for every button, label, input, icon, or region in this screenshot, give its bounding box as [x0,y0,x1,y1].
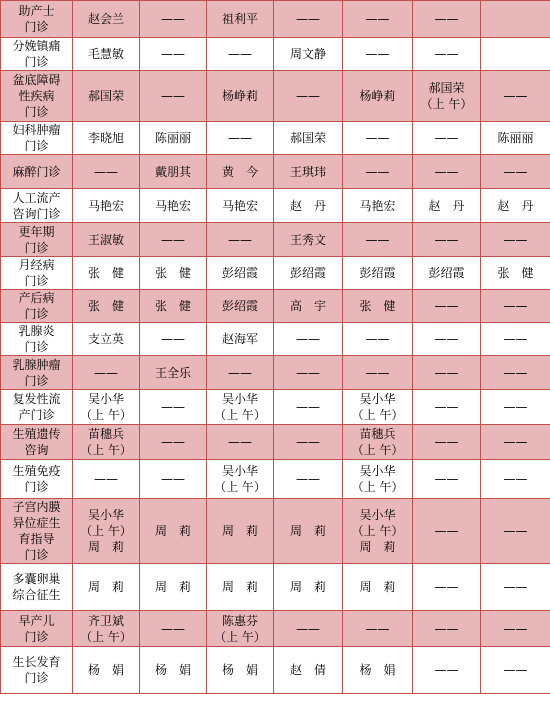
schedule-cell: —— [413,223,481,257]
clinic-name-cell: 早产儿 门诊 [1,611,73,647]
schedule-cell: 马艳宏 [73,189,140,223]
schedule-cell: 吴小华 （上 午） [73,390,140,425]
schedule-cell: 李晓旭 [73,122,140,155]
schedule-cell: 王全乐 [140,356,207,390]
clinic-name-cell: 复发性流 产门诊 [1,390,73,425]
schedule-cell: —— [140,460,207,499]
schedule-cell: —— [207,38,274,71]
schedule-cell: —— [413,390,481,425]
schedule-cell: 黄 今 [207,155,274,189]
table-row [1,390,550,425]
schedule-cell: —— [274,1,343,38]
schedule-cell: 郝国荣 [274,122,343,155]
schedule-cell: 郝国荣 [73,71,140,122]
schedule-cell: 彭绍霞 [413,257,481,290]
schedule-cell: —— [343,155,413,189]
schedule-cell: 杨 娟 [140,647,207,694]
schedule-cell: —— [343,223,413,257]
clinic-name-cell: 生长发育 门诊 [1,647,73,694]
schedule-cell: —— [207,122,274,155]
schedule-cell: —— [481,223,550,257]
clinic-name-cell: 盆底障碍 性疾病 门诊 [1,71,73,122]
schedule-cell: 吴小华 （上 午） [343,460,413,499]
schedule-cell: 王秀文 [274,223,343,257]
schedule-cell: —— [343,356,413,390]
schedule-cell: —— [140,1,207,38]
schedule-cell: 吴小华 （上 午） [207,460,274,499]
clinic-name-cell: 更年期 门诊 [1,223,73,257]
schedule-cell: —— [343,122,413,155]
schedule-cell: —— [343,611,413,647]
clinic-name-cell: 分娩镇痛 门诊 [1,38,73,71]
schedule-cell: —— [274,390,343,425]
schedule-cell: —— [140,38,207,71]
schedule-cell: 吴小华 （上 午） 周 莉 [343,499,413,564]
schedule-cell: 王琪玮 [274,155,343,189]
clinic-name-cell: 产后病 门诊 [1,290,73,323]
schedule-cell: —— [413,460,481,499]
schedule-cell: —— [343,1,413,38]
schedule-cell: —— [413,1,481,38]
schedule-cell: —— [413,425,481,460]
table-row [1,647,550,694]
schedule-cell: —— [413,122,481,155]
schedule-cell: 陈丽丽 [481,122,550,155]
schedule-cell: 杨峥莉 [343,71,413,122]
schedule-cell: 张 健 [73,290,140,323]
schedule-cell: 祖利平 [207,1,274,38]
clinic-name-cell: 月经病 门诊 [1,257,73,290]
schedule-cell: 张 健 [343,290,413,323]
schedule-cell: 周文静 [274,38,343,71]
schedule-cell: 杨 娟 [343,647,413,694]
schedule-cell: —— [413,38,481,71]
schedule-cell: —— [73,155,140,189]
schedule-cell: —— [481,564,550,611]
schedule-cell: 毛慧敏 [73,38,140,71]
clinic-name-cell: 人工流产 咨询门诊 [1,189,73,223]
table-row [1,356,550,390]
table-row [1,38,550,71]
schedule-cell: —— [73,460,140,499]
schedule-cell: —— [140,611,207,647]
schedule-cell: —— [481,323,550,356]
schedule-cell: —— [413,323,481,356]
schedule-cell: —— [413,611,481,647]
schedule-cell: 周 莉 [207,564,274,611]
table-row [1,223,550,257]
schedule-cell: 张 健 [481,257,550,290]
schedule-cell: —— [481,611,550,647]
schedule-cell: 陈丽丽 [140,122,207,155]
table-row [1,611,550,647]
schedule-cell: 支立英 [73,323,140,356]
schedule-cell: 高 宇 [274,290,343,323]
schedule-cell: —— [140,323,207,356]
clinic-name-cell: 乳腺肿瘤 门诊 [1,356,73,390]
clinic-name-cell: 子宫内膜 异位症生 育指导 门诊 [1,499,73,564]
schedule-cell: 周 莉 [73,564,140,611]
table-row [1,460,550,499]
table-row [1,323,550,356]
schedule-cell: —— [481,290,550,323]
table-row [1,71,550,122]
schedule-cell: 杨 娟 [207,647,274,694]
table-row [1,257,550,290]
schedule-cell: 周 莉 [140,564,207,611]
clinic-name-cell: 多囊卵巢 综合征生 [1,564,73,611]
schedule-cell: —— [481,356,550,390]
schedule-body [1,1,550,694]
schedule-cell: 苗穗兵 （上 午） [343,425,413,460]
schedule-cell: —— [343,38,413,71]
schedule-cell: —— [481,425,550,460]
schedule-cell: 苗穗兵 （上 午） [73,425,140,460]
clinic-name-cell: 妇科肿瘤 门诊 [1,122,73,155]
schedule-cell: 张 健 [140,257,207,290]
schedule-cell: —— [274,460,343,499]
clinic-name-cell: 助产士 门诊 [1,1,73,38]
schedule-cell: 戴朋其 [140,155,207,189]
schedule-cell: 周 莉 [140,499,207,564]
schedule-cell: 陈惠芬 （上 午） [207,611,274,647]
table-row [1,189,550,223]
schedule-cell: 彭绍霞 [207,290,274,323]
schedule-cell: —— [481,155,550,189]
schedule-cell: —— [413,290,481,323]
schedule-cell: —— [140,223,207,257]
schedule-cell: —— [274,356,343,390]
schedule-cell: 张 健 [73,257,140,290]
schedule-cell [481,38,550,71]
schedule-cell: 杨 娟 [73,647,140,694]
schedule-cell: —— [274,71,343,122]
schedule-cell: 赵海军 [207,323,274,356]
schedule-cell: —— [481,390,550,425]
schedule-cell: —— [413,356,481,390]
schedule-cell: —— [140,71,207,122]
table-row [1,499,550,564]
schedule-cell: —— [481,71,550,122]
schedule-cell: 马艳宏 [207,189,274,223]
schedule-cell: —— [481,647,550,694]
schedule-cell: —— [207,425,274,460]
schedule-cell: —— [207,356,274,390]
table-row [1,425,550,460]
schedule-cell: —— [413,499,481,564]
clinic-name-cell: 麻醉门诊 [1,155,73,189]
table-row [1,290,550,323]
schedule-cell: —— [413,155,481,189]
clinic-name-cell: 生殖遗传 咨询 [1,425,73,460]
schedule-cell: 周 莉 [343,564,413,611]
schedule-cell: 郝国荣 （上 午） [413,71,481,122]
schedule-cell: —— [140,390,207,425]
schedule-cell: 马艳宏 [140,189,207,223]
table-row [1,155,550,189]
schedule-cell: —— [481,499,550,564]
schedule-cell: —— [343,323,413,356]
schedule-cell: 赵 倩 [274,647,343,694]
clinic-name-cell: 乳腺炎 门诊 [1,323,73,356]
schedule-cell: —— [140,425,207,460]
schedule-cell: —— [207,223,274,257]
clinic-name-cell: 生殖免疫 门诊 [1,460,73,499]
schedule-cell: 齐卫斌 （上 午） [73,611,140,647]
schedule-cell: —— [274,323,343,356]
schedule-cell: 彭绍霞 [274,257,343,290]
schedule-cell: 王淑敏 [73,223,140,257]
schedule-cell: 马艳宏 [343,189,413,223]
table-row [1,564,550,611]
schedule-cell: —— [413,647,481,694]
schedule-cell: 吴小华 （上 午） [207,390,274,425]
schedule-cell: —— [413,564,481,611]
schedule-cell: 吴小华 （上 午） [343,390,413,425]
schedule-cell: 彭绍霞 [343,257,413,290]
schedule-cell: 吴小华 （上 午） 周 莉 [73,499,140,564]
table-row [1,122,550,155]
schedule-cell: 赵 丹 [481,189,550,223]
schedule-cell: 周 莉 [207,499,274,564]
schedule-cell: 赵 丹 [274,189,343,223]
schedule-cell: 赵 丹 [413,189,481,223]
schedule-cell: 杨峥莉 [207,71,274,122]
table-row [1,1,550,38]
schedule-cell: —— [274,425,343,460]
schedule-cell: 彭绍霞 [207,257,274,290]
schedule-cell [481,1,550,38]
schedule-cell: —— [481,460,550,499]
schedule-cell: —— [73,356,140,390]
schedule-cell: 周 莉 [274,564,343,611]
schedule-cell: 赵会兰 [73,1,140,38]
schedule-cell: —— [274,611,343,647]
schedule-cell: 周 莉 [274,499,343,564]
schedule-cell: 张 健 [140,290,207,323]
